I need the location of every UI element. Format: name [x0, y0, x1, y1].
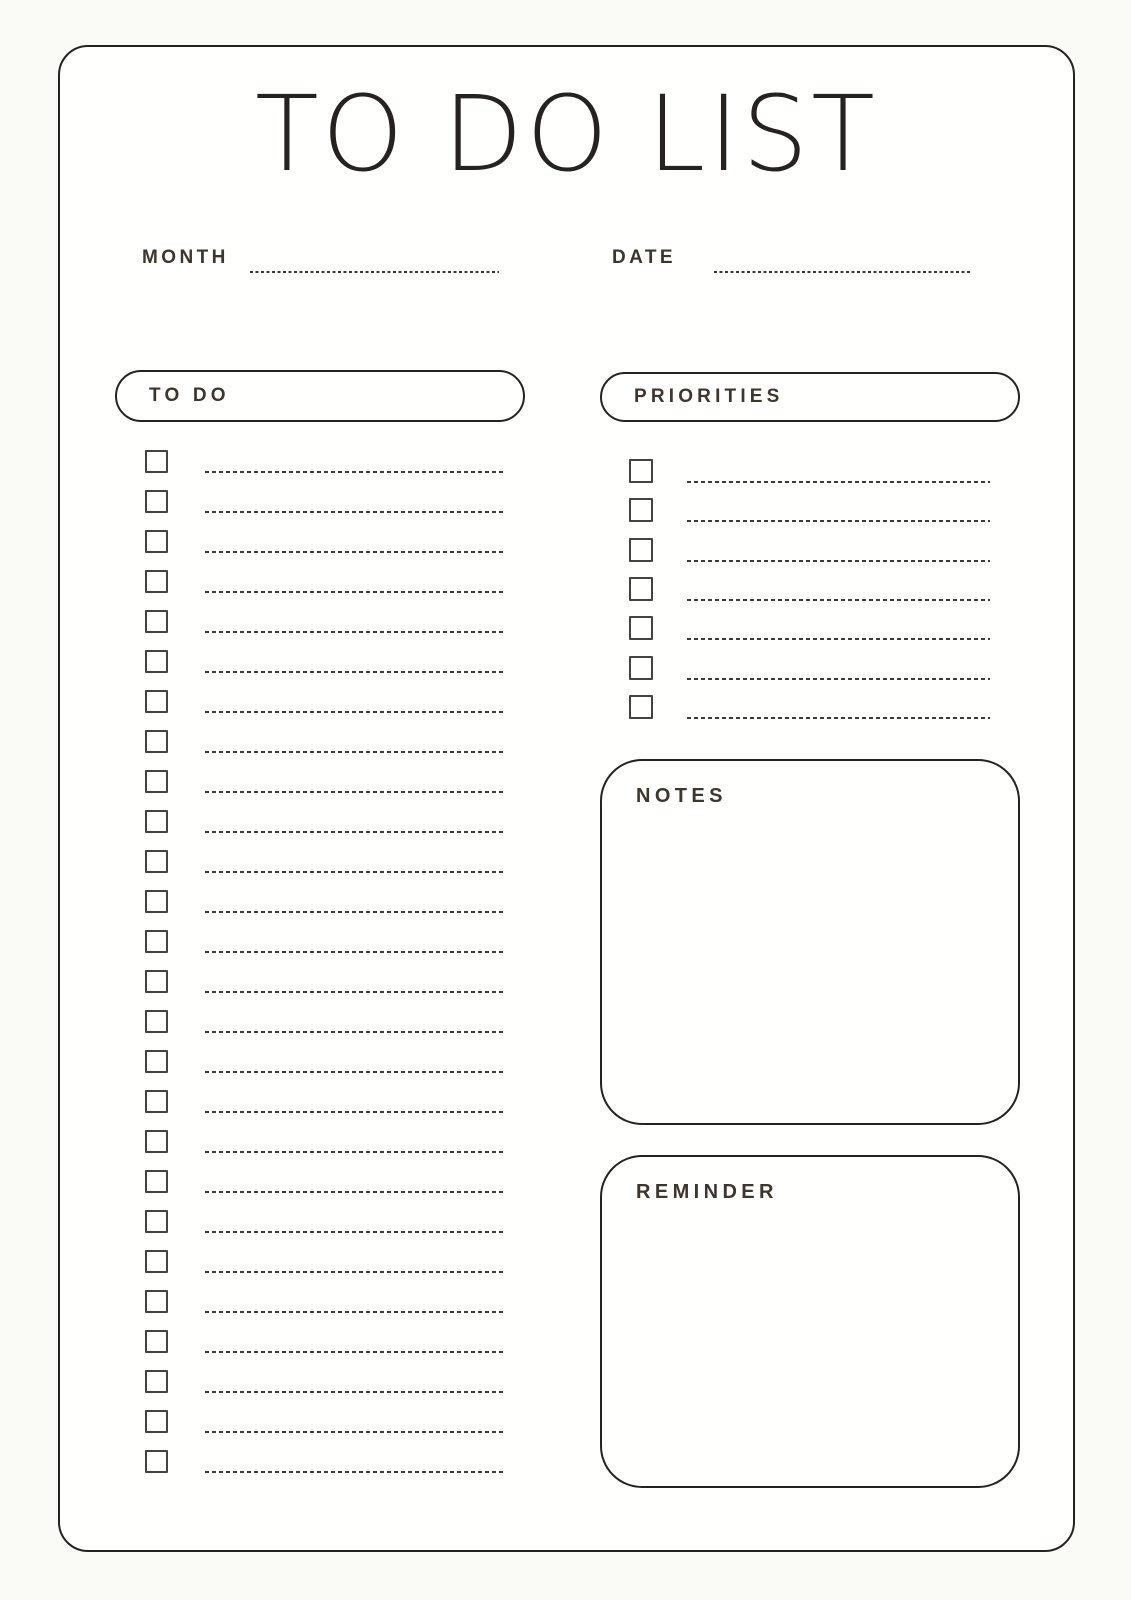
todo-checkbox[interactable] — [145, 730, 168, 753]
todo-row — [145, 1410, 566, 1450]
notes-box — [600, 759, 1020, 1125]
todo-row — [145, 1210, 566, 1250]
todo-write-line[interactable] — [205, 1151, 505, 1153]
priority-row — [629, 498, 1051, 537]
todo-checkbox[interactable] — [145, 1450, 168, 1473]
todo-row — [145, 690, 566, 730]
todo-checkbox[interactable] — [145, 770, 168, 793]
todo-write-line[interactable] — [205, 991, 505, 993]
todo-row — [145, 890, 566, 930]
page-title: TO DO LIST — [255, 73, 878, 195]
todo-checkbox[interactable] — [145, 1330, 168, 1353]
priority-write-line[interactable] — [687, 481, 990, 483]
todo-checkbox[interactable] — [145, 1170, 168, 1193]
todo-write-line[interactable] — [205, 711, 505, 713]
todo-write-line[interactable] — [205, 911, 505, 913]
todo-checkbox[interactable] — [145, 1290, 168, 1313]
todo-row — [145, 530, 566, 570]
priority-checkbox[interactable] — [629, 459, 653, 483]
todo-write-line[interactable] — [205, 1471, 505, 1473]
todo-write-line[interactable] — [205, 791, 505, 793]
todo-write-line[interactable] — [205, 551, 505, 553]
todo-row — [145, 1010, 566, 1050]
todo-row — [145, 1170, 566, 1210]
priority-row — [629, 577, 1051, 616]
todo-checkbox[interactable] — [145, 1210, 168, 1233]
priority-row — [629, 538, 1051, 577]
priorities-header-label: PRIORITIES — [634, 386, 784, 407]
todo-write-line[interactable] — [205, 631, 505, 633]
todo-checkbox[interactable] — [145, 570, 168, 593]
priority-checkbox[interactable] — [629, 538, 653, 562]
todo-checkbox[interactable] — [145, 1010, 168, 1033]
todo-write-line[interactable] — [205, 1111, 505, 1113]
todo-write-line[interactable] — [205, 671, 505, 673]
todo-write-line[interactable] — [205, 471, 505, 473]
todo-row — [145, 730, 566, 770]
month-label: MONTH — [142, 247, 229, 268]
todo-write-line[interactable] — [205, 1271, 505, 1273]
todo-write-line[interactable] — [205, 751, 505, 753]
todo-checkbox[interactable] — [145, 1250, 168, 1273]
todo-checkbox[interactable] — [145, 1370, 168, 1393]
todo-checkbox[interactable] — [145, 450, 168, 473]
todo-write-line[interactable] — [205, 511, 505, 513]
todo-row — [145, 450, 566, 490]
todo-write-line[interactable] — [205, 1191, 505, 1193]
todo-header-label: TO DO — [149, 385, 230, 406]
todo-write-line[interactable] — [205, 591, 505, 593]
todo-checkbox[interactable] — [145, 850, 168, 873]
planner-card — [58, 45, 1075, 1552]
todo-row — [145, 970, 566, 1010]
todo-row — [145, 1330, 566, 1370]
todo-row — [145, 1450, 566, 1490]
todo-row — [145, 650, 566, 690]
todo-write-line[interactable] — [205, 871, 505, 873]
todo-write-line[interactable] — [205, 1231, 505, 1233]
date-input-line[interactable] — [714, 271, 970, 273]
todo-write-line[interactable] — [205, 1071, 505, 1073]
todo-row — [145, 850, 566, 890]
priority-row — [629, 616, 1051, 655]
todo-checkbox[interactable] — [145, 1410, 168, 1433]
priority-write-line[interactable] — [687, 717, 990, 719]
priority-write-line[interactable] — [687, 560, 990, 562]
todo-row — [145, 1290, 566, 1330]
todo-row — [145, 1090, 566, 1130]
todo-write-line[interactable] — [205, 1031, 505, 1033]
priority-checkbox[interactable] — [629, 616, 653, 640]
todo-checkbox[interactable] — [145, 650, 168, 673]
todo-checkbox[interactable] — [145, 530, 168, 553]
todo-row — [145, 1250, 566, 1290]
todo-write-line[interactable] — [205, 951, 505, 953]
priority-checkbox[interactable] — [629, 695, 653, 719]
todo-checkbox[interactable] — [145, 970, 168, 993]
priorities-list — [629, 459, 1051, 734]
todo-write-line[interactable] — [205, 1431, 505, 1433]
todo-row — [145, 1370, 566, 1410]
todo-checkbox[interactable] — [145, 930, 168, 953]
reminder-content-area[interactable] — [622, 1217, 998, 1472]
priority-write-line[interactable] — [687, 520, 990, 522]
todo-write-line[interactable] — [205, 1311, 505, 1313]
todo-checkbox[interactable] — [145, 1050, 168, 1073]
todo-checkbox[interactable] — [145, 810, 168, 833]
todo-row — [145, 610, 566, 650]
todo-row — [145, 810, 566, 850]
priority-checkbox[interactable] — [629, 656, 653, 680]
notes-content-area[interactable] — [622, 821, 998, 1109]
todo-row — [145, 490, 566, 530]
priority-write-line[interactable] — [687, 638, 990, 640]
todo-section-header — [115, 370, 525, 422]
todo-write-line[interactable] — [205, 831, 505, 833]
priority-row — [629, 656, 1051, 695]
todo-checkbox[interactable] — [145, 490, 168, 513]
todo-checkbox[interactable] — [145, 690, 168, 713]
priority-row — [629, 695, 1051, 734]
date-label: DATE — [612, 247, 676, 268]
notes-header-label: NOTES — [636, 785, 727, 807]
todo-checkbox[interactable] — [145, 1090, 168, 1113]
todo-row — [145, 930, 566, 970]
priority-checkbox[interactable] — [629, 577, 653, 601]
todo-write-line[interactable] — [205, 1391, 505, 1393]
priority-write-line[interactable] — [687, 678, 990, 680]
priority-row — [629, 459, 1051, 498]
reminder-box — [600, 1155, 1020, 1488]
priority-checkbox[interactable] — [629, 498, 653, 522]
todo-write-line[interactable] — [205, 1351, 505, 1353]
reminder-header-label: REMINDER — [636, 1181, 778, 1203]
month-input-line[interactable] — [250, 271, 499, 273]
todo-checkbox[interactable] — [145, 890, 168, 913]
todo-checkbox[interactable] — [145, 1130, 168, 1153]
todo-list — [145, 450, 566, 1490]
priorities-section-header — [600, 372, 1020, 422]
todo-checkbox[interactable] — [145, 610, 168, 633]
priority-write-line[interactable] — [687, 599, 990, 601]
todo-row — [145, 770, 566, 810]
todo-row — [145, 1130, 566, 1170]
todo-row — [145, 1050, 566, 1090]
todo-row — [145, 570, 566, 610]
